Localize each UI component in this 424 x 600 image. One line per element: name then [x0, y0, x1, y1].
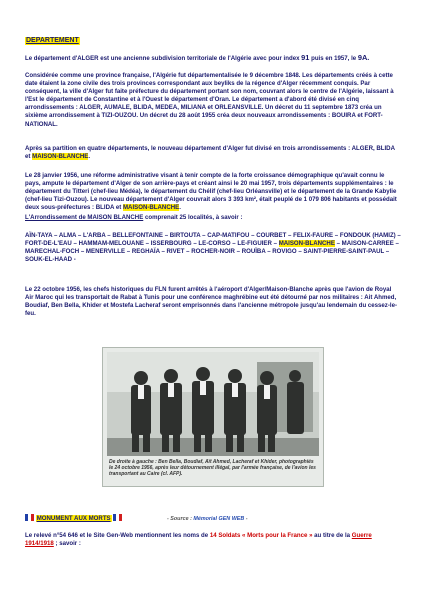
intro-index-91: 91	[301, 53, 310, 62]
localities-list	[25, 232, 401, 264]
french-flag-icon	[113, 514, 122, 521]
releve-text: Le relevé n°54 646 et le Site Gen-Web mentionnent les noms de	[25, 532, 210, 539]
releve-paragraph	[25, 532, 401, 548]
photo-figures-image	[107, 352, 319, 456]
intro-mid: puis en 1957, le	[309, 55, 358, 62]
maison-blanche-highlight: MAISON-BLANCHE	[278, 240, 335, 248]
partition-end: .	[88, 153, 91, 161]
source-link[interactable]: Mémorial GEN WEB	[193, 516, 245, 522]
source-suffix: -	[244, 516, 248, 522]
historical-photo	[102, 347, 324, 487]
localities-line-2: – MAISON-CARREE – MARECHAL-FOCH – MENERVILLE – REGHAÏA – RIVET – ROCHER-NOIR – ROUÏBA – ROVIGO – SAINT-PIERRE-SAINT-PAUL – SOUK-EL-HAAD -	[25, 240, 399, 264]
monument-label: MONUMENT AUX MORTS	[36, 515, 111, 522]
localities-line-1: AÏN-TAYA – ALMA – L'ARBA – BELLEFONTAINE – BIRTOUTA – CAP-MATIFOU – COURBET – FELIX-FAURE – FONDOUK (HAMIZ) – FORT-DE-L'EAU – HAMMAM-MELOUANE – ISSERBOURG – LE-CORSO – LE-FIGUIER –	[25, 232, 401, 248]
maison-blanche-highlight: MAISON-BLANCHE	[32, 153, 89, 161]
intro-text: Le département d'ALGER est une ancienne subdivision territoriale de l'Algérie avec pour index	[25, 55, 302, 62]
french-flag-icon	[25, 514, 34, 521]
reform-text: Le 28 janvier 1956, une réforme administrative visant à tenir compte de la forte croissance démographique qu'avait connu le pays, ampute le département d'Alger de son arrière-pays et créant ainsi le 20 mai 1957, trois départements supplémentaires : le département du Titteri (chef-lieu Médéa), le département du Chélif (chef-lieu Orléansville) et le département de la Grande Kabylie (chef-lieu Tizi-Ouzou). Le nouveau département d'Alger couvrait alors 3 393 km², était peuplé de 1 079 806 habitants et possédait deux sous-préfectures : BLIDA et	[25, 172, 397, 212]
paragraph-fln: Le 22 octobre 1956, les chefs historiques du FLN furent arrêtés à l'aéroport d'Alger/Maison-Blanche après que l'avion de Royal Air Maroc qui les transportait de Rabat à Tunis pour une conférence maghrébine eut été détourné par nos militaires : Ait Ahmed, Boudiaf, Ben Bella, Khider et Mostefa Lacheraf seront emprisonnés dans l'ancienne métropole jusqu'au lendemain du cessez-le-feu.	[25, 286, 397, 318]
releve-end: ; savoir :	[53, 540, 81, 548]
soldiers-count: 14 Soldats « Morts pour la France »	[209, 532, 313, 539]
maison-blanche-highlight: MAISON-BLANCHE	[122, 204, 180, 212]
intro-paragraph	[25, 54, 401, 63]
intro-index-9a: 9A.	[357, 53, 370, 62]
reform-end: .	[179, 204, 181, 212]
releve-mid: au titre de la	[312, 532, 352, 539]
war-dates: Guerre 1914/1918	[25, 532, 372, 548]
partition-text: Après sa partition en quatre départements, le nouveau département d'Alger fut divisé en trois arrondissements : ALGER, BLIDA et	[25, 145, 395, 161]
source-prefix: - Source :	[167, 516, 194, 522]
source-note	[167, 516, 248, 522]
arrondissement-heading	[25, 214, 401, 222]
paragraph-partition	[25, 145, 401, 161]
page-title: DEPARTEMENT	[26, 37, 79, 44]
paragraph-history: Considérée comme une province française, l'Algérie fut départementalisée le 9 décembre 1848. Les départements créés à cette date étaient la zone civile des trois provinces correspondant aux beyliks de la régence d'Alger récemment conquis. Par conséquent, la ville d'Alger fut faite préfecture du département portant son nom, couvrant alors le centre de l'Algérie, laissant à l'Est le département de Constantine et à l'Ouest le département d'Oran. Le département a d'abord été divisé en cinq arrondissements : ALGER, AUMALE, BLIDA, MEDEA, MILIANA et ORLEANSVILLE. Un décret du 11 septembre 1873 créa un sixième arrondissement à TIZI-OUZOU. Un décret du 28 août 1955 créa deux nouveaux arrondissements : BOUIRA et FORT-NATIONAL.	[25, 72, 394, 128]
arrondissement-count: comprenait 25 localités, à savoir :	[143, 214, 243, 221]
paragraph-reform	[25, 172, 401, 212]
arrondissement-title: L'Arrondissement de MAISON BLANCHE	[25, 214, 144, 221]
photo-caption: De droite à gauche : Ben Bella, Boudiaf, Aït Ahmed, Lacheraf et Khider, photographiés le 24 octobre 1956, après leur détournement illégal, par l'armée française, de l'avion les transportant au Caire (cl. AFP).	[109, 459, 316, 477]
